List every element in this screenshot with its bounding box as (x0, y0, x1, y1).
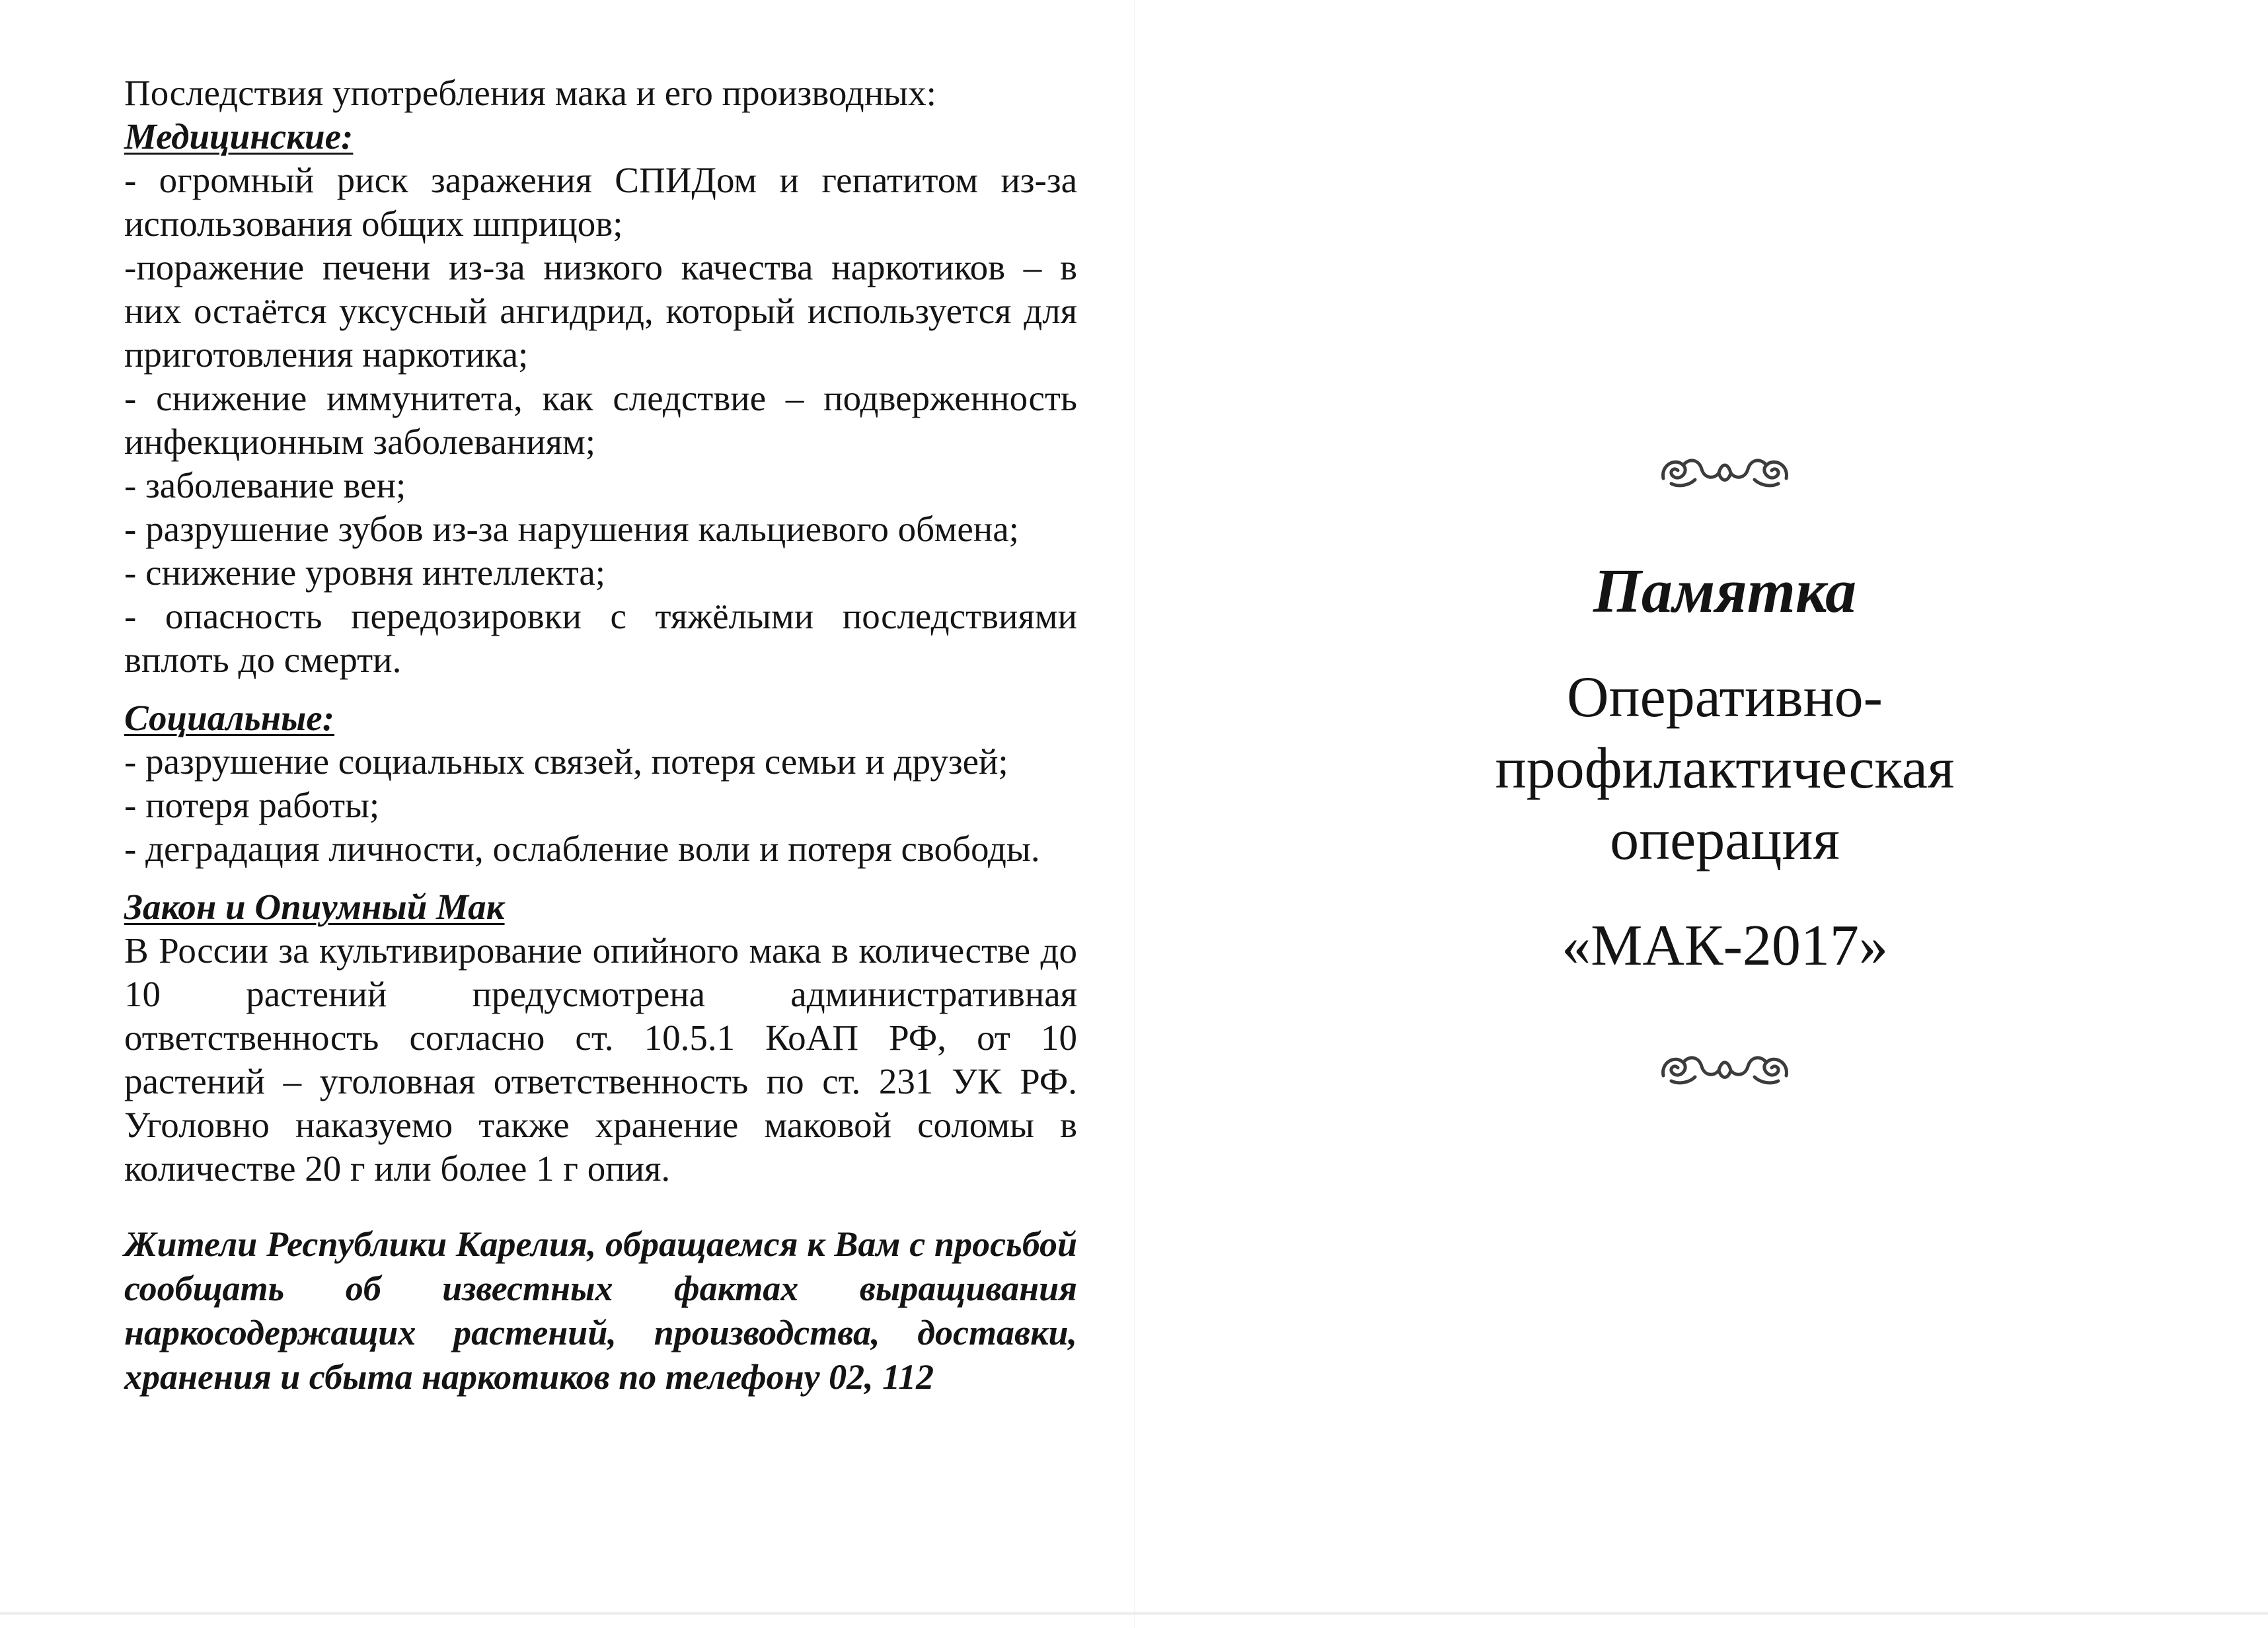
medical-heading: Медицинские: (124, 116, 354, 157)
social-list (124, 740, 1077, 871)
subtitle-line: Оперативно- (1567, 665, 1883, 729)
list-item: - потеря работы; (124, 785, 380, 825)
cover-panel (1388, 449, 2062, 1089)
fold-line (1134, 0, 1135, 1628)
list-item: - снижение иммунитета, как следствие – подверженность инфекционным заболеваниям; (124, 378, 1077, 462)
list-item: - разрушение социальных связей, потеря семьи и друзей; (124, 741, 1008, 782)
list-item: -поражение печени из-за низкого качества наркотиков – в них остаётся уксусный ангидрид, который используется для приготовления наркотика; (124, 247, 1077, 375)
social-heading: Социальные: (124, 698, 335, 738)
operation-name: «МАК-2017» (1562, 914, 1888, 978)
appeal-paragraph: Жители Республики Карелия, обращаемся к Вам с просьбой сообщать об известных фактах выращивания наркосодержащих растений, производства, доставки, хранения и сбыта наркотиков по телефону 02, 112 (124, 1224, 1077, 1397)
list-item: - деградация личности, ослабление воли и потеря свободы. (124, 829, 1040, 869)
intro-text: Последствия употребления мака и его производных: (124, 73, 936, 113)
list-item: - огромный риск заражения СПИДом и гепатитом из-за использования общих шприцов; (124, 160, 1077, 244)
subtitle-line: профилактическая (1495, 737, 1955, 801)
list-item: - снижение уровня интеллекта; (124, 552, 606, 593)
law-paragraph: В России за культивирование опийного мака в количестве до 10 растений предусмотрена административная ответственность согласно ст. 10.5.1 КоАП РФ, от 10 растений – уголовная ответственность по ст. 231 УК РФ. Уголовно наказуемо также хранение маковой соломы в количестве 20 г или более 1 г опия. (124, 930, 1077, 1189)
list-item: - заболевание вен; (124, 465, 406, 505)
list-item: - разрушение зубов из-за нарушения кальциевого обмена; (124, 509, 1019, 549)
leaflet-title: Памятка (1593, 557, 1857, 626)
floral-ornament-icon (1655, 1047, 1794, 1089)
subtitle-line: операция (1610, 808, 1840, 872)
scan-edge (0, 1612, 2268, 1615)
floral-ornament-icon (1655, 449, 1794, 492)
subtitle (1388, 662, 2062, 876)
list-item: - опасность передозировки с тяжёлыми последствиями вплоть до смерти. (124, 596, 1077, 680)
left-panel (124, 71, 1077, 1399)
law-heading: Закон и Опиумный Мак (124, 887, 505, 927)
medical-list (124, 159, 1077, 682)
